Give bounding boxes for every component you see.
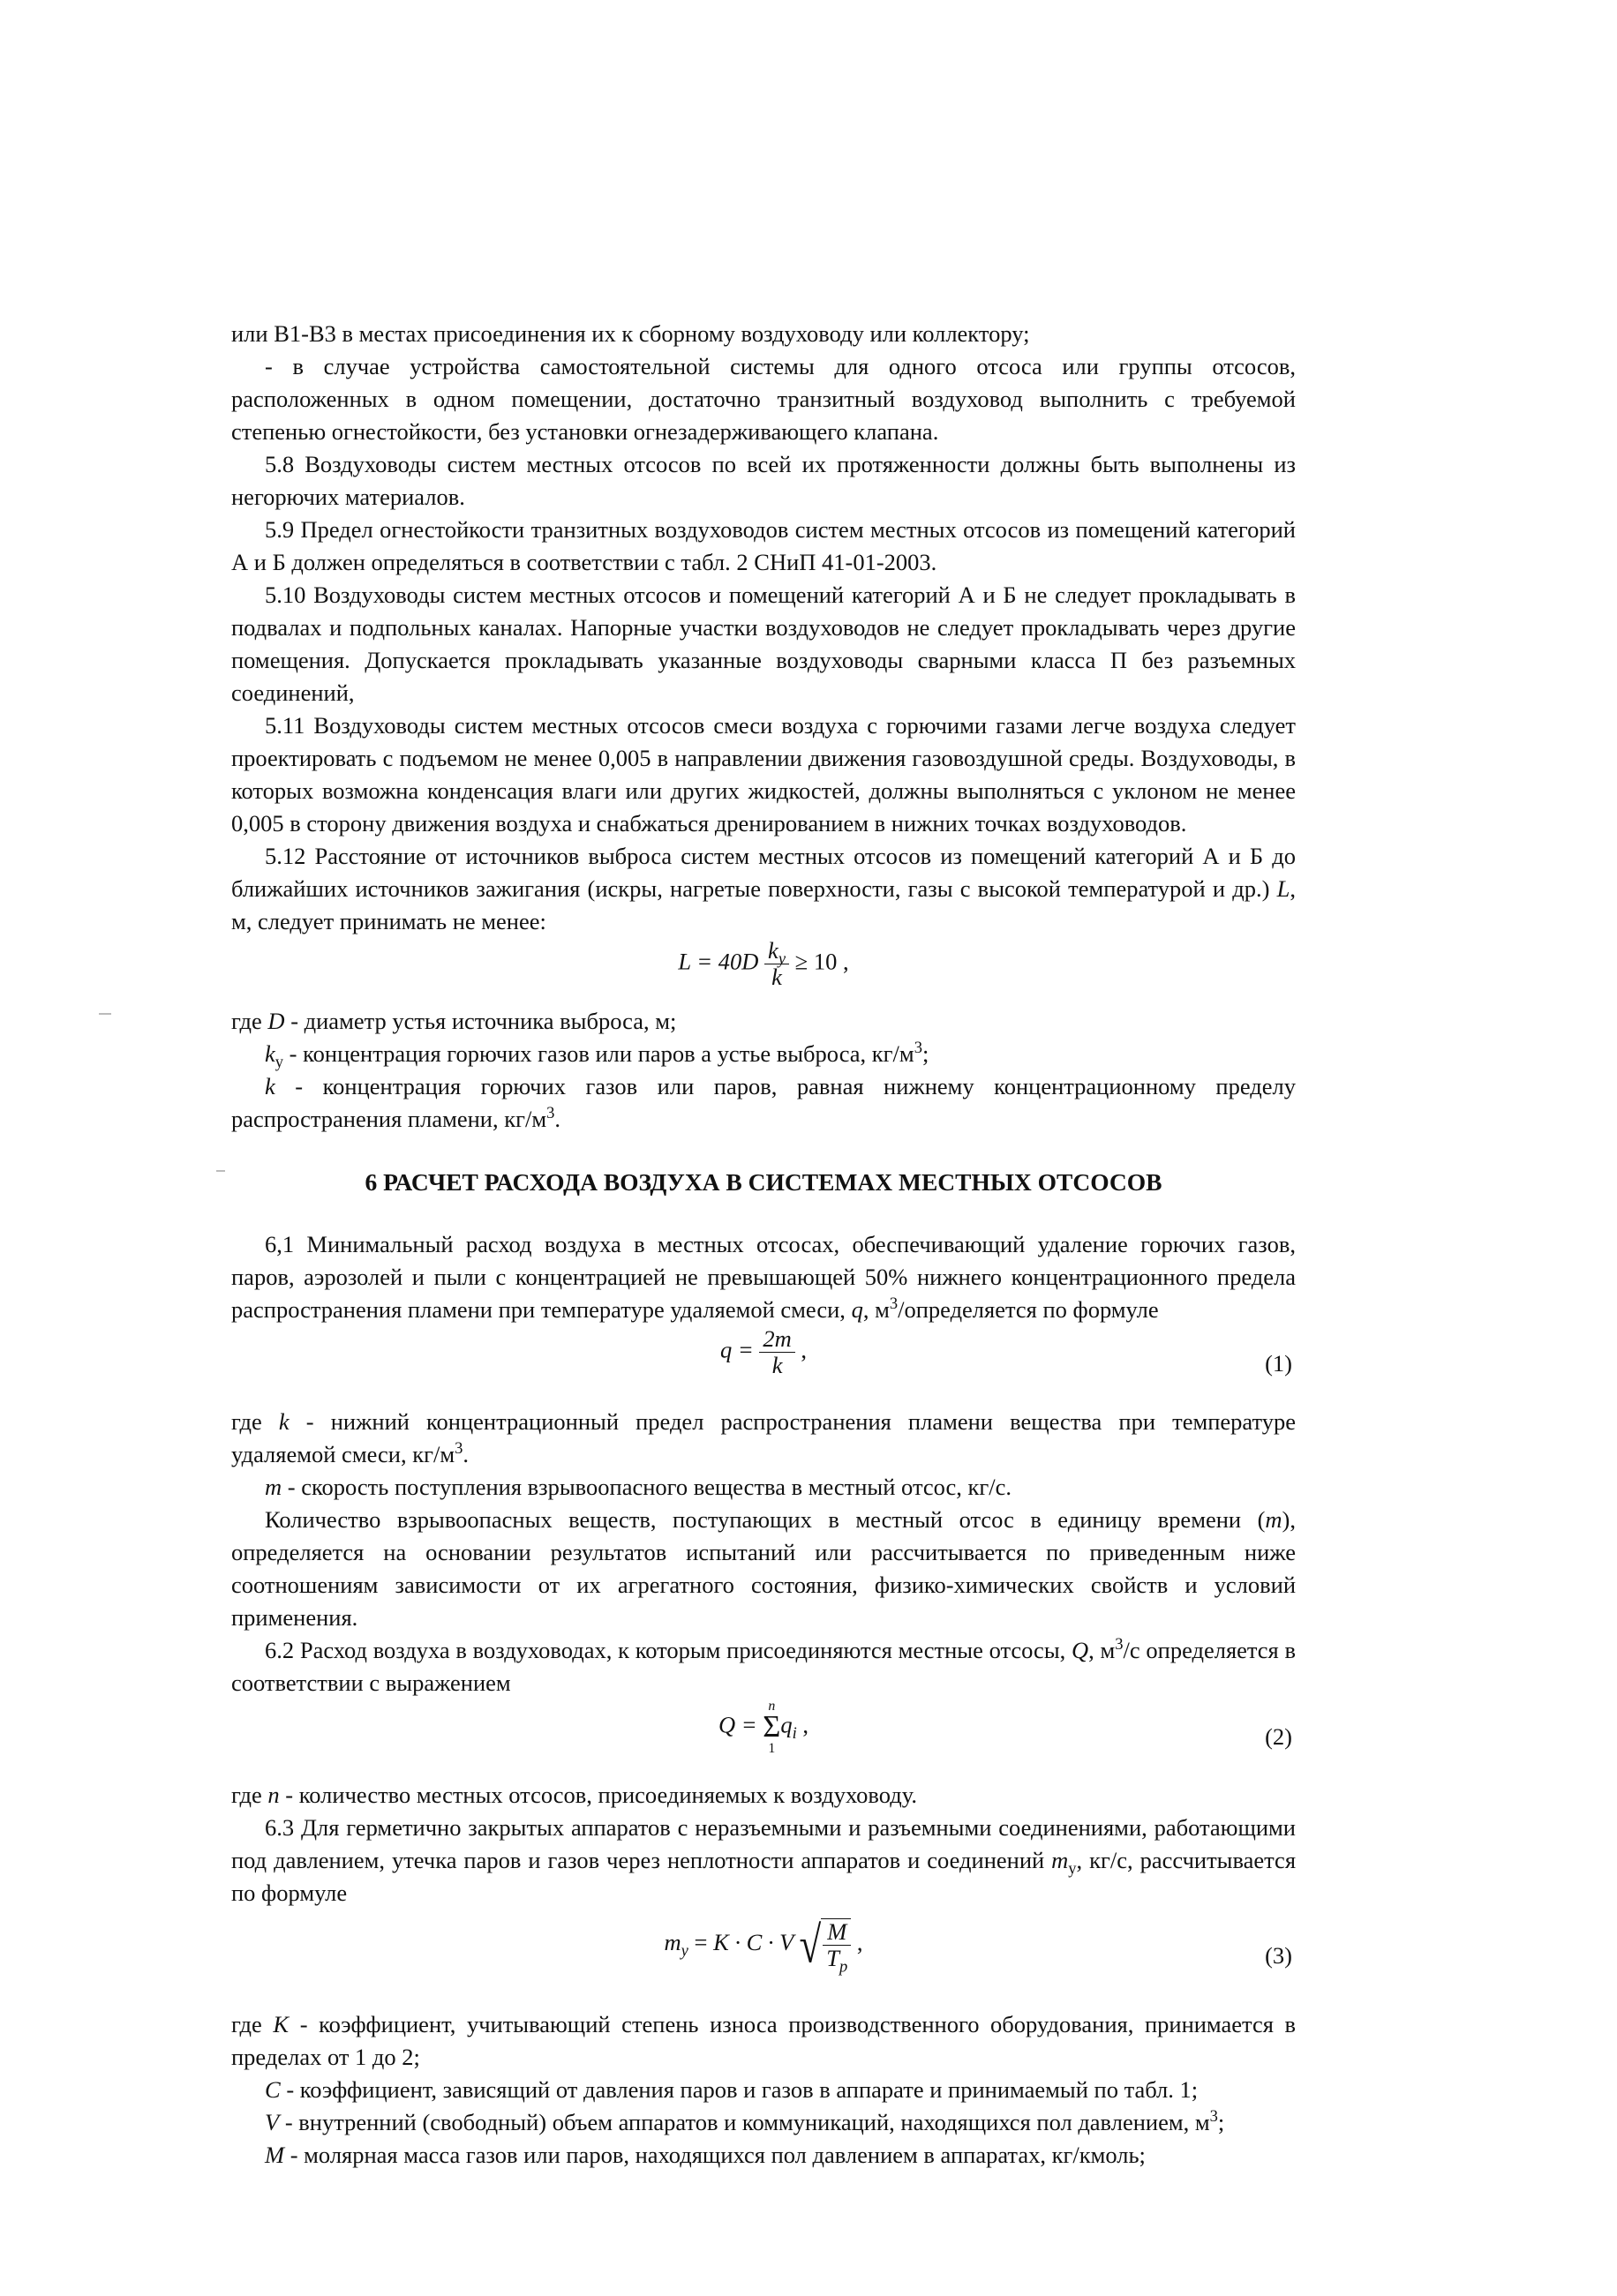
- definition-M: M - молярная масса газов или паров, находящихся пол давлением в аппаратах, кг/кмоль;: [265, 2142, 1146, 2168]
- paragraph-5-8: 5.8 Воздуховоды систем местных отсосов по всей их протяженности должны быть выполнены из негорючих материалов.: [231, 451, 1296, 510]
- paragraph-5-10: 5.10 Воздуховоды систем местных отсосов и помещений категорий А и Б не следует прокладывать в подвалах и подпольных каналах. Напорные участки воздуховодов не следует прокладывать через другие помещения. Допускается прокладывать указанные воздуховоды сварными класса П без разъемных соединений,: [231, 582, 1296, 706]
- paragraph-5-9: 5.9 Предел огнестойкости транзитных воздуховодов систем местных отсосов из помещений категорий А и Б должен определяться в соответствии с табл. 2 СНиП 41-01-2003.: [231, 516, 1296, 575]
- paragraph-6-3: 6.3 Для герметично закрытых аппаратов с неразъемными и разъемными соединениями, работающими под давлением, утечка паров и газов через неплотности аппаратов и соединений $m_у$, кг/с, рассчитывается по формуле: [231, 1814, 1297, 1906]
- definition-m: m - скорость поступления взрывоопасного вещества в местный отсос, кг/с.: [265, 1474, 1012, 1500]
- paragraph: или В1-В3 в местах присоединения их к сборному воздуховоду или коллектору;: [231, 320, 1030, 347]
- equation-number: (2): [1265, 1723, 1292, 1750]
- formula-3: $m_у = K \cdot C \cdot V$ √ $\frac{M}{T_р}$ , (3): [664, 1915, 1292, 1977]
- paragraph-6-1: 6,1 Минимальный расход воздуха в местных отсосах, обеспечивающий удаление горючих газов, паров, аэрозолей и пыли с концентрацией не превышающей 50% нижнего концентрационного предела распространения пламени при температуре удаляемой смеси, q, $м^3$/определяется по формуле: [231, 1231, 1296, 1323]
- section-heading: 6 РАСЧЕТ РАСХОДА ВОЗДУХА В СИСТЕМАХ МЕСТНЫХ ОТСОСОВ: [365, 1168, 1162, 1196]
- definition-D: где D - диаметр устья источника выброса, м;: [231, 1008, 677, 1034]
- paragraph-5-11: 5.11 Воздуховоды систем местных отсосов смеси воздуха с горючими газами легче воздуха следует проектировать с подъемом не менее 0,005 в направлении движения газовоздушной среды. Воздуховоды, в которых возможна конденсация влаги или других жидкостей, должны выполняться с уклоном не менее 0,005 в сторону движения воздуха и снабжаться дренированием в нижних точках воздуховодов.: [231, 712, 1296, 837]
- paragraph-6-2: 6.2 Расход воздуха в воздуховодах, к которым присоединяются местные отсосы, Q, $м^3/с$ определяется в соответствии с выражением: [231, 1635, 1296, 1696]
- scan-mark: [216, 1170, 225, 1172]
- scan-mark: [99, 1013, 111, 1015]
- definition-k-lower: где k - нижний концентрационный предел распространения пламени вещества при температуре удаляемой смеси, $кг/м^3$.: [231, 1408, 1296, 1467]
- equation-number: (1): [1265, 1350, 1292, 1377]
- formula-distance: L = 40D $\frac{k_у}{k}$ ≥ 10 ,: [678, 937, 849, 991]
- definition-k: k - концентрация горючих газов или паров, равная нижнему концентрационному пределу распространения пламени, $кг/м^3$.: [231, 1073, 1296, 1132]
- definition-ky: $k_у$ - концентрация горючих газов или паров а устье выброса, $кг/м^3$;: [265, 1039, 929, 1072]
- definition-K: где K - коэффициент, учитывающий степень износа производственного оборудования, принимается в пределах от 1 до 2;: [231, 2011, 1297, 2070]
- formula-1: q = $\frac{2m}{k}$ , (1): [719, 1325, 1292, 1379]
- equation-number: (3): [1265, 1942, 1292, 1969]
- definition-V: V - внутренний (свободный) объем аппаратов и коммуникаций, находящихся пол давлением, $м^3$;: [265, 2107, 1225, 2135]
- definition-n: где n - количество местных отсосов, присоединяемых к воздуховоду.: [231, 1782, 917, 1808]
- formula-2: Q = n Σ 1 $q_i$ , (2): [718, 1699, 1292, 1756]
- body-text: [231, 318, 1296, 2172]
- definition-C: C - коэффициент, зависящий от давления паров и газов в аппарате и принимаемый по табл. 1;: [265, 2076, 1199, 2103]
- paragraph: - в случае устройства самостоятельной системы для одного отсоса или группы отсосов, расположенных в одном помещении, достаточно транзитный воздуховод выполнить с требуемой степенью огнестойкости, без установки огнезадерживающего клапана.: [231, 353, 1296, 445]
- paragraph-5-12: 5.12 Расстояние от источников выброса систем местных отсосов из помещений категорий А и Б до ближайших источников зажигания (искры, нагретые поверхности, газы с высокой температурой и др.) L, м, следует принимать не менее:: [231, 843, 1296, 934]
- paragraph-quantity: Количество взрывоопасных веществ, поступающих в местный отсос в единицу времени (m), определяется на основании результатов испытаний или рассчитывается по приведенным ниже соотношениям зависимости от их агрегатного состояния, физико-химических свойств и условий применения.: [231, 1506, 1296, 1631]
